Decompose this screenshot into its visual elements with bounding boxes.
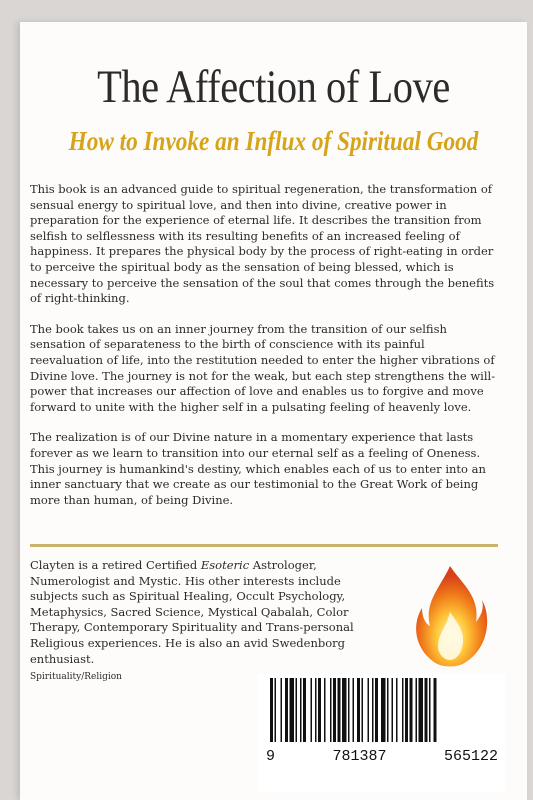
description-paragraph-3: The realization is of our Divine nature in a momentary experience that lasts forever as we learn to transition into our eternal self as a feeling of Oneness. This journey is humankind's destiny, which enables each of us to enter into an inner sanctuary that we create as our testimonial to the Great Work of being more than human, of being Divine. — [30, 430, 486, 507]
barcode — [258, 674, 505, 792]
isbn-group-1: 781387 — [332, 748, 387, 765]
author-bio — [30, 558, 370, 667]
bio-text-start: Clayten is a retired Certified — [30, 558, 201, 572]
section-divider — [30, 544, 498, 547]
bio-text-end: Astrologer, Numerologist and Mystic. His other interests include subjects such as Spiritual Healing, Occult Psychology, Metaphysics, Sacred Science, Mystical Qabalah, Color Therapy, Contemporary Spirituality and Trans-personal Religious experiences. He is also an avid Swedenborg enthusiast. — [30, 558, 354, 666]
barcode-bars — [258, 674, 505, 744]
description-paragraph-2: The book takes us on an inner journey from the transition of our selfish sensation of separateness to the birth of conscience with its painful reevaluation of life, into the restitution needed to enter the higher vibrations of Divine love. The journey is not for the weak, but each step strengthens the will-power that increases our affection of love and enables us to forgive and move forward to unite with the higher self in a pulsating feeling of heavenly love. — [30, 321, 496, 414]
flame-icon — [410, 562, 490, 672]
back-cover — [20, 22, 527, 800]
description-paragraph-1: This book is an advanced guide to spiritual regeneration, the transformation of sensual energy to spiritual love, and then into divine, creative power in preparation for the experience of eternal life. It describes the transition from selfish to selflessness with its resulting benefits of an increased feeling of happiness. It prepares the physical body by the process of right-eating in order to perceive the spiritual body as the sensation of being blessed, which is necessary to perceive the sensation of the soul that comes through the benefits of right-thinking. — [30, 182, 495, 306]
category-label: Spirituality/Religion — [30, 672, 122, 682]
book-title: The Affection of Love — [97, 61, 450, 113]
description — [30, 182, 498, 523]
isbn-prefix: 9 — [266, 748, 276, 765]
isbn-number — [266, 748, 498, 765]
book-subtitle: How to Invoke an Influx of Spiritual Good — [68, 126, 479, 156]
isbn-group-2: 565122 — [443, 748, 498, 765]
bio-emphasis: Esoteric — [200, 558, 250, 572]
